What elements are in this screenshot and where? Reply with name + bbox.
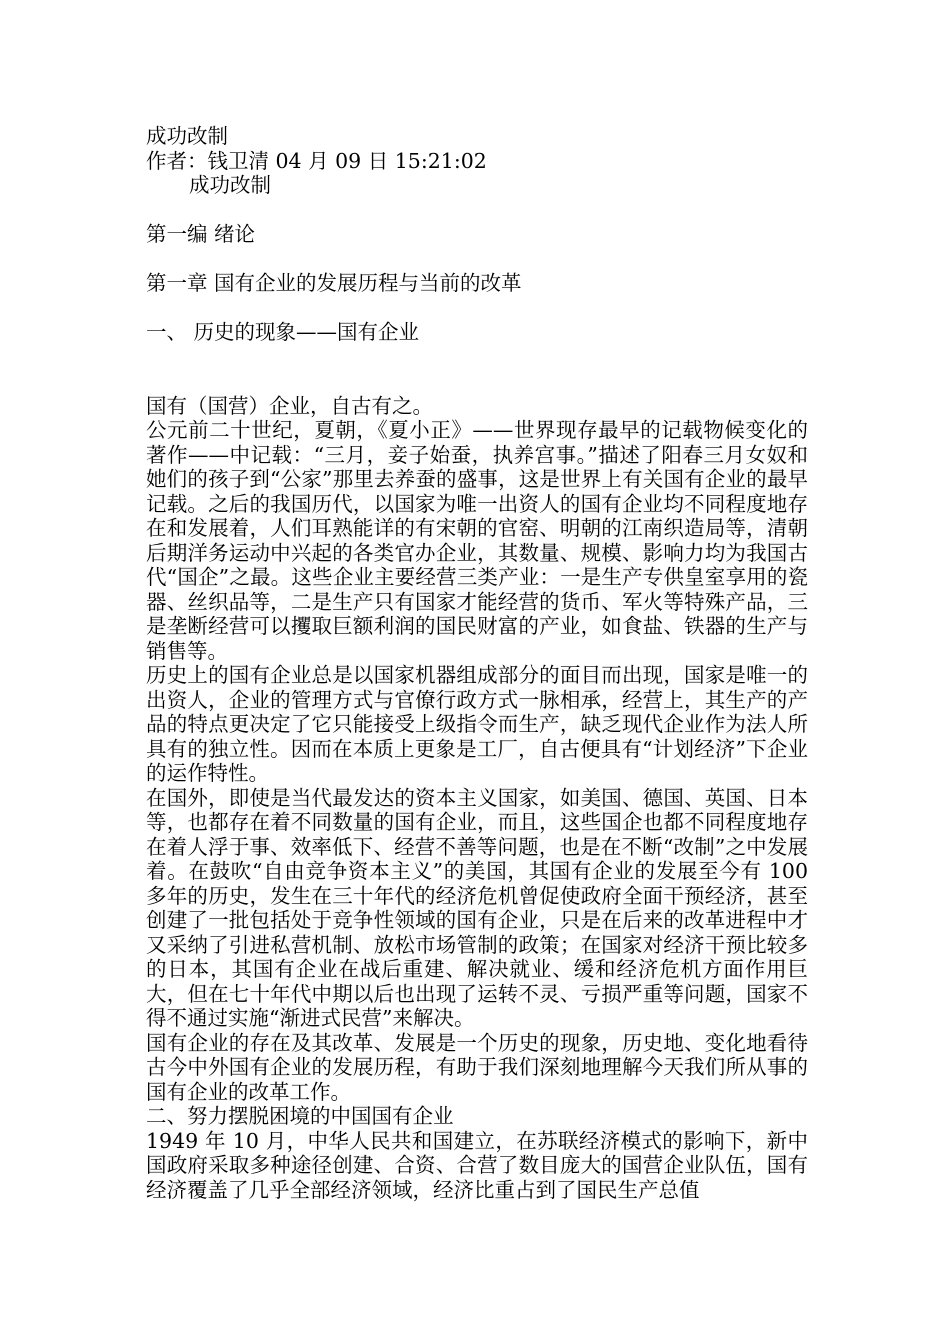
author-line: 作者：钱卫清 04 月 09 日 15:21:02 — [146, 148, 487, 173]
spacer — [146, 345, 808, 370]
section-heading-1: 一、 历史的现象——国有企业 — [146, 320, 420, 344]
document-page — [146, 124, 808, 1202]
spacer — [146, 198, 808, 223]
section-heading-2: 二、努力摆脱困境的中国国有企业 — [146, 1104, 454, 1128]
chapter-heading: 第一章 国有企业的发展历程与当前的改革 — [146, 271, 522, 295]
document-title: 成功改制 — [146, 124, 228, 148]
paragraph-6: 1949 年 10 月，中华人民共和国建立，在苏联经济模式的影响下，新中国政府采取多种途径创建、合资、合营了数目庞大的国营企业队伍，国有经济覆盖了几乎全部经济领域，经济比重占到了国民生产总值 — [146, 1128, 808, 1202]
spacer — [146, 296, 808, 321]
paragraph-4: 在国外，即使是当代最发达的资本主义国家，如美国、德国、英国、日本等，也都存在着不同数量的国有企业，而且，这些国企也都不同程度地存在着人浮于事、效率低下、经营不善等问题，也是在不断“改制”之中发展着。在鼓吹“自由竞争资本主义”的美国，其国有企业的发展至今有 100 多年的历史，发生在三十年代的经济危机曾促使政府全面干预经济，甚至创建了一批包括处于竞争性领域的国有企业，只是在后来的改革进程中才又采纳了引进私营机制、放松市场管制的政策；在国家对经济干预比较多的日本，其国有企业在战后重建、解决就业、缓和经济危机方面作用巨大，但在七十年代中期以后也出现了运转不灵、亏损严重等问题，国家不得不通过实施“渐进式民营”来解决。 — [146, 785, 808, 1030]
document-subtitle: 成功改制 — [189, 173, 271, 197]
spacer — [146, 369, 808, 394]
paragraph-1: 国有（国营）企业，自古有之。 — [146, 393, 433, 418]
paragraph-2: 公元前二十世纪，夏朝，《夏小正》——世界现存最早的记载物候变化的著作——中记载：“三月，妾子始蚕，执养宫事。”描述了阳春三月女奴和她们的孩子到“公家”那里去养蚕的盛事，这是世界上有关国有企业的最早记载。之后的我国历代，以国家为唯一出资人的国有企业均不同程度地存在和发展着，人们耳熟能详的有宋朝的官窑、明朝的江南织造局等，清朝后期洋务运动中兴起的各类官办企业，其数量、规模、影响力均为我国古代“国企”之最。这些企业主要经营三类产业：一是生产专供皇室享用的瓷器、丝织品等，二是生产只有国家才能经营的货币、军火等特殊产品，三是垄断经营可以攫取巨额利润的国民财富的产业，如食盐、铁器的生产与销售等。 — [146, 418, 808, 663]
paragraph-5: 国有企业的存在及其改革、发展是一个历史的现象，历史地、变化地看待古今中外国有企业的发展历程，有助于我们深刻地理解今天我们所从事的国有企业的改革工作。 — [146, 1030, 808, 1104]
paragraph-3: 历史上的国有企业总是以国家机器组成部分的面目而出现，国家是唯一的出资人，企业的管理方式与官僚行政方式一脉相承，经营上，其生产的产品的特点更决定了它只能接受上级指令而生产，缺乏现代企业作为法人所具有的独立性。因而在本质上更象是工厂，自古便具有“计划经济”下企业的运作特性。 — [146, 663, 808, 785]
spacer — [146, 247, 808, 272]
part-heading: 第一编 绪论 — [146, 222, 256, 246]
